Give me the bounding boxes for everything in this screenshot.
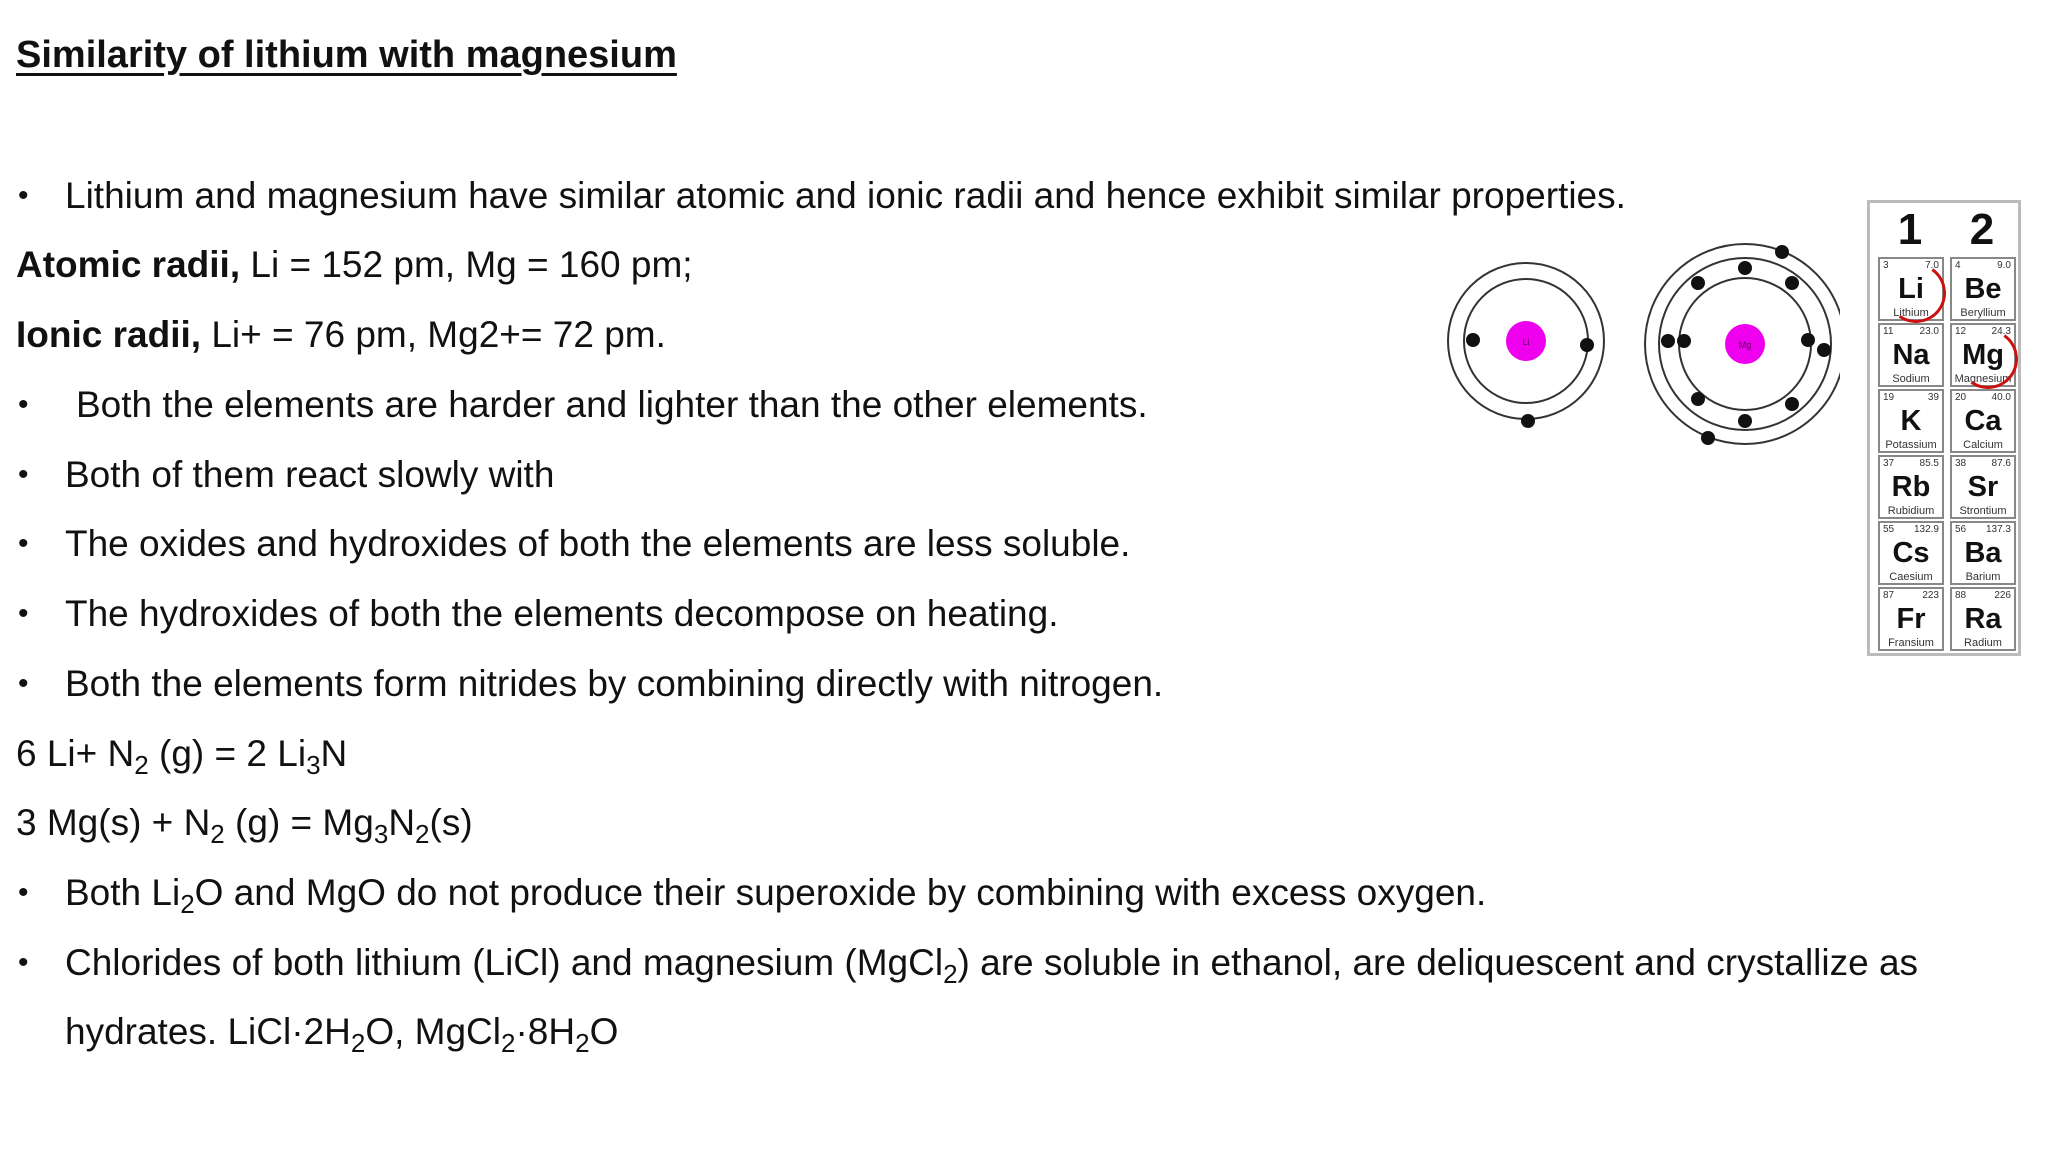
element-symbol: Fr	[1896, 603, 1926, 635]
element-name: Rubidium	[1887, 505, 1935, 517]
lithium-nucleus-label: Li	[1522, 337, 1530, 347]
lithium-atom-diagram	[1448, 263, 1604, 428]
element-cell-rb	[1878, 455, 1944, 519]
atomic-number: 38	[1955, 458, 1967, 469]
atomic-number: 88	[1955, 590, 1967, 601]
element-cell-li	[1878, 257, 1944, 321]
element-symbol: Ba	[1964, 537, 2002, 569]
element-name: Radium	[1964, 637, 2002, 649]
element-name: Beryllium	[1960, 307, 2006, 319]
atomic-mass: 39	[1927, 392, 1939, 403]
bullet-hydroxides-decompose: The hydroxides of both the elements decompose on heating.	[65, 593, 1059, 634]
atomic-mass: 24.3	[1991, 326, 2011, 337]
atomic-mass: 223	[1922, 590, 1939, 601]
element-cell-ca	[1950, 389, 2016, 453]
atomic-mass: 23.0	[1919, 326, 1939, 337]
element-symbol: Mg	[1962, 339, 2004, 371]
bullet-nitrides: Both the elements form nitrides by combining directly with nitrogen.	[65, 663, 1164, 704]
equation-magnesium-nitride: 3 $Mg(s) + N_2$ $(g) = Mg_3N_2(s)$	[16, 802, 473, 849]
atomic-mass: 7.0	[1925, 260, 1939, 271]
atomic-mass: 87.6	[1991, 458, 2011, 469]
bullet-icon: •	[18, 876, 29, 909]
magnesium-atom-diagram	[1645, 244, 1840, 445]
element-cell-sr	[1950, 455, 2016, 519]
element-symbol: Ca	[1964, 405, 2002, 437]
bullet-superoxide: Both $Li_2O$ and MgO do not produce their superoxide by combining with excess oxygen.	[65, 872, 1487, 919]
bullet-icon: •	[18, 458, 29, 491]
element-symbol: Na	[1892, 339, 1930, 371]
element-name: Lithium	[1893, 307, 1929, 319]
atomic-number: 3	[1883, 260, 1889, 271]
element-symbol: K	[1900, 405, 1922, 437]
equation-lithium-nitride: 6 $Li+ N_2$ (g) = 2 $Li_3N$	[16, 733, 348, 780]
element-cell-cs	[1878, 521, 1944, 585]
bullet-icon: •	[18, 946, 29, 979]
magnesium-nucleus-label: Mg	[1738, 340, 1752, 350]
element-cell-fr	[1878, 587, 1944, 651]
atomic-mass: 226	[1994, 590, 2011, 601]
element-symbol: Ra	[1964, 603, 2002, 635]
bullet-icon: •	[18, 597, 29, 630]
bullet-chlorides-continued: hydrates. $LiCl\cdot 2H_2O$, $MgCl_2\cdot 8H_2O$	[65, 1011, 619, 1058]
atomic-number: 4	[1955, 260, 1961, 271]
atomic-radii-line	[16, 243, 693, 287]
element-name: Magnesium	[1954, 373, 2012, 385]
element-symbol: Rb	[1891, 471, 1931, 503]
atomic-number: 12	[1955, 326, 1967, 337]
atomic-number: 19	[1883, 392, 1895, 403]
element-symbol: Be	[1964, 273, 2002, 305]
atomic-mass: 132.9	[1913, 524, 1939, 535]
atomic-number: 55	[1883, 524, 1895, 535]
atomic-radii-label: Atomic radii,	[16, 244, 241, 285]
element-name: Caesium	[1889, 571, 1933, 583]
atomic-number: 37	[1883, 458, 1895, 469]
bullet-icon: •	[18, 388, 29, 421]
bullet-harder-lighter: Both the elements are harder and lighter than the other elements.	[76, 384, 1148, 425]
element-name: Potassium	[1885, 439, 1937, 451]
bullet-icon: •	[18, 179, 29, 212]
atomic-number: 11	[1883, 326, 1894, 337]
element-symbol: Li	[1898, 273, 1924, 305]
bullet-chlorides: Chlorides of both lithium (LiCl) and magnesium (MgCl$_2$) are soluble in ethanol, are deliquescent and crystallize as	[65, 942, 1919, 989]
element-symbol: Cs	[1892, 537, 1930, 569]
element-cell-mg	[1950, 323, 2016, 387]
element-cell-be	[1950, 257, 2016, 321]
atomic-mass: 40.0	[1991, 392, 2011, 403]
element-name: Strontium	[1959, 505, 2007, 517]
bullet-icon: •	[18, 527, 29, 560]
bullet-oxides-hydroxides: The oxides and hydroxides of both the elements are less soluble.	[65, 523, 1131, 564]
element-cell-na	[1878, 323, 1944, 387]
element-cell-k	[1878, 389, 1944, 453]
ionic-radii-label: Ionic radii,	[16, 314, 202, 355]
atom-diagrams	[1440, 236, 1840, 456]
atomic-number: 20	[1955, 392, 1967, 403]
group-2-header: 2	[1969, 205, 1995, 254]
element-cell-ba	[1950, 521, 2016, 585]
element-symbol: Sr	[1967, 471, 1999, 503]
atomic-radii-values: Li = 152 pm, Mg = 160 pm;	[240, 244, 693, 285]
ionic-radii-line	[16, 313, 666, 357]
page-title: Similarity of lithium with magnesium	[16, 34, 677, 76]
element-cell-ra	[1950, 587, 2016, 651]
element-name: Sodium	[1892, 373, 1930, 385]
atomic-number: 56	[1955, 524, 1967, 535]
atomic-mass: 85.5	[1919, 458, 1939, 469]
element-name: Calcium	[1963, 439, 2003, 451]
atomic-number: 87	[1883, 590, 1895, 601]
ionic-radii-values: Li+ = 76 pm, Mg2+= 72 pm.	[201, 314, 666, 355]
element-name: Fransium	[1888, 637, 1934, 649]
bullet-radii-similarity: Lithium and magnesium have similar atomic and ionic radii and hence exhibit similar properties.	[65, 175, 1626, 216]
bullet-icon: •	[18, 667, 29, 700]
group-1-header: 1	[1897, 205, 1923, 254]
bullet-react-slowly: Both of them react slowly with	[65, 454, 555, 495]
atomic-mass: 137.3	[1985, 524, 2011, 535]
atomic-mass: 9.0	[1997, 260, 2011, 271]
element-name: Barium	[1965, 571, 2001, 583]
periodic-table-groups-1-2	[1867, 200, 2021, 656]
